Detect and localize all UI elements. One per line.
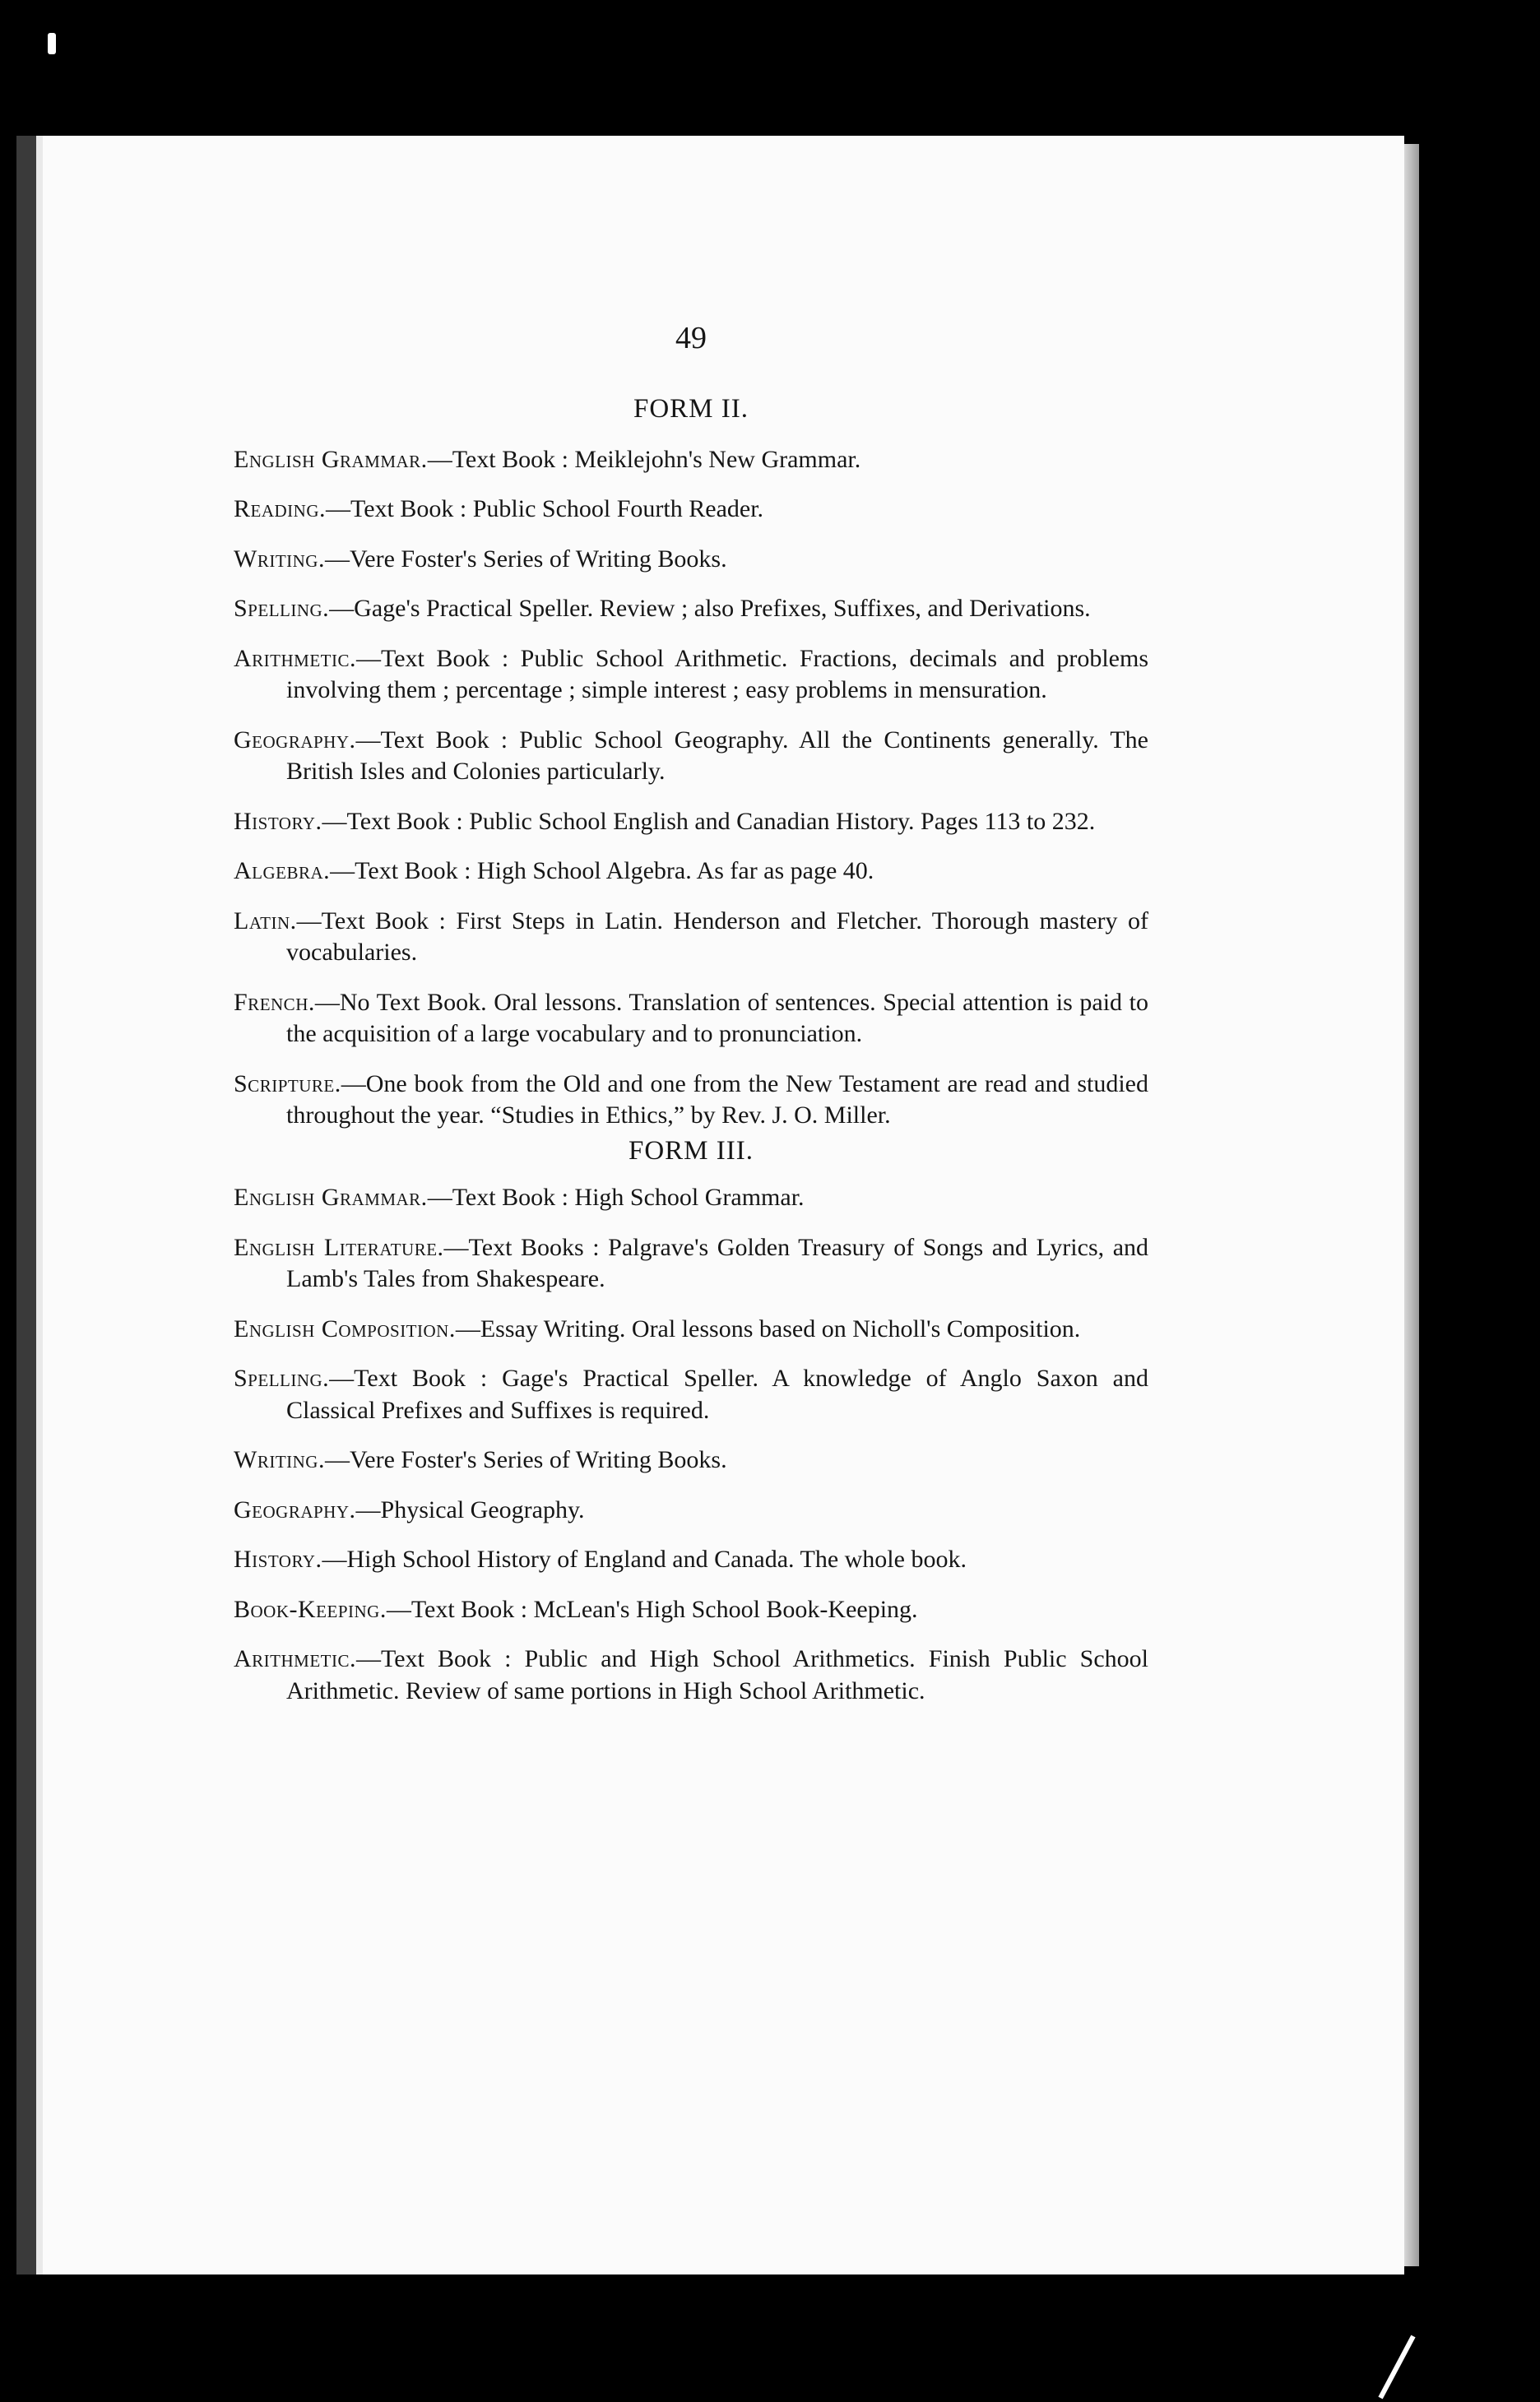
subject-name: English Composition.: [234, 1315, 456, 1342]
page-right-edge: [1404, 144, 1419, 2266]
subject-description: —Text Book : McLean's High School Book-Keeping.: [386, 1595, 918, 1623]
subject-description: —Text Book : Public School Geography. All the Continents generally. The British Isles and Colonies particularly.: [286, 726, 1148, 786]
subject-description: —Vere Foster's Series of Writing Books.: [324, 545, 727, 573]
subject-name: History.: [234, 1546, 322, 1574]
subject-name: Writing.: [234, 1446, 325, 1474]
curriculum-entry: [234, 643, 1148, 707]
form-heading: FORM II.: [633, 394, 749, 424]
subject-description: —No Text Book. Oral lessons. Translation of sentences. Special attention is paid to the acquisition of a large vocabulary and to pronunciation.: [286, 988, 1148, 1048]
subject-name: History.: [234, 807, 322, 835]
curriculum-entry: [234, 856, 1148, 888]
subject-description: —Physical Geography.: [355, 1495, 585, 1523]
curriculum-entry: [234, 1363, 1148, 1426]
page-binding-shadow: [16, 136, 36, 2274]
subject-name: Algebra.: [234, 857, 331, 885]
curriculum-entry: [234, 1314, 1148, 1346]
subject-name: Arithmetic.: [234, 644, 356, 672]
page-number: 49: [675, 321, 707, 355]
subject-description: —Text Book : Public and High School Arithmetics. Finish Public School Arithmetic. Review of same portions in High School Arithmetic.: [286, 1645, 1148, 1704]
curriculum-entry: [234, 725, 1148, 788]
subject-name: Book-Keeping.: [234, 1595, 387, 1623]
curriculum-entry: [234, 593, 1148, 625]
form-heading: FORM III.: [628, 1135, 754, 1166]
subject-description: —Essay Writing. Oral lessons based on Nicholl's Composition.: [455, 1315, 1081, 1342]
form-section: [234, 393, 1148, 1132]
subject-name: Geography.: [234, 726, 356, 754]
subject-description: —Text Book : Meiklejohn's New Grammar.: [427, 445, 861, 473]
scan-mark: [1378, 2335, 1415, 2400]
curriculum-entry: [234, 1594, 1148, 1626]
subject-description: —Text Book : Gage's Practical Speller. A knowledge of Anglo Saxon and Classical Prefixes and Suffixes is required.: [286, 1365, 1148, 1424]
subject-name: French.: [234, 988, 315, 1016]
subject-name: Arithmetic.: [234, 1645, 356, 1673]
curriculum-entry: [234, 806, 1148, 838]
curriculum-entry: [234, 1182, 1148, 1214]
form-section: [234, 1135, 1148, 1708]
subject-name: Reading.: [234, 495, 326, 523]
subject-description: —High School History of England and Canada. The whole book.: [322, 1546, 967, 1574]
subject-name: English Literature.: [234, 1233, 444, 1261]
subject-name: English Grammar.: [234, 445, 428, 473]
subject-name: English Grammar.: [234, 1184, 428, 1212]
subject-description: —Text Book : Public School Arithmetic. Fractions, decimals and problems involving them ; percentage ; simple interest ; easy problems in mensuration.: [286, 644, 1148, 704]
page-left-edge: [36, 136, 43, 2274]
curriculum-entry: [234, 1644, 1148, 1707]
subject-description: —Text Book : High School Grammar.: [427, 1184, 805, 1212]
subject-description: —Text Books : Palgrave's Golden Treasury of Songs and Lyrics, and Lamb's Tales from Shakespeare.: [286, 1233, 1149, 1293]
subject-name: Writing.: [234, 545, 325, 573]
subject-name: Geography.: [234, 1495, 356, 1523]
curriculum-entry: [234, 987, 1148, 1050]
subject-description: —Text Book : Public School Fourth Reader.: [326, 495, 764, 523]
subject-name: Scripture.: [234, 1069, 341, 1097]
curriculum-entry: [234, 1069, 1148, 1132]
page-content: [234, 322, 1148, 1725]
subject-description: —One book from the Old and one from the New Testament are read and studied throughout the year. “Studies in Ethics,” by Rev. J. O. Miller.: [286, 1069, 1148, 1129]
curriculum-entry: [234, 906, 1148, 969]
subject-name: Spelling.: [234, 595, 330, 623]
subject-description: —Vere Foster's Series of Writing Books.: [324, 1446, 727, 1474]
subject-description: —Text Book : First Steps in Latin. Henderson and Fletcher. Thorough mastery of vocabularies.: [286, 907, 1148, 967]
subject-description: —Gage's Practical Speller. Review ; also Prefixes, Suffixes, and Derivations.: [329, 595, 1091, 623]
subject-name: Spelling.: [234, 1365, 330, 1393]
subject-description: —Text Book : High School Algebra. As far as page 40.: [330, 857, 874, 885]
curriculum-entry: [234, 1232, 1148, 1296]
curriculum-entry: [234, 544, 1148, 576]
curriculum-entry: [234, 444, 1148, 476]
curriculum-entry: [234, 1444, 1148, 1477]
curriculum-entry: [234, 1495, 1148, 1527]
curriculum-entry: [234, 1544, 1148, 1576]
curriculum-entry: [234, 494, 1148, 526]
subject-name: Latin.: [234, 907, 297, 934]
subject-description: —Text Book : Public School English and Canadian History. Pages 113 to 232.: [322, 807, 1096, 835]
scan-mark: [48, 33, 56, 54]
